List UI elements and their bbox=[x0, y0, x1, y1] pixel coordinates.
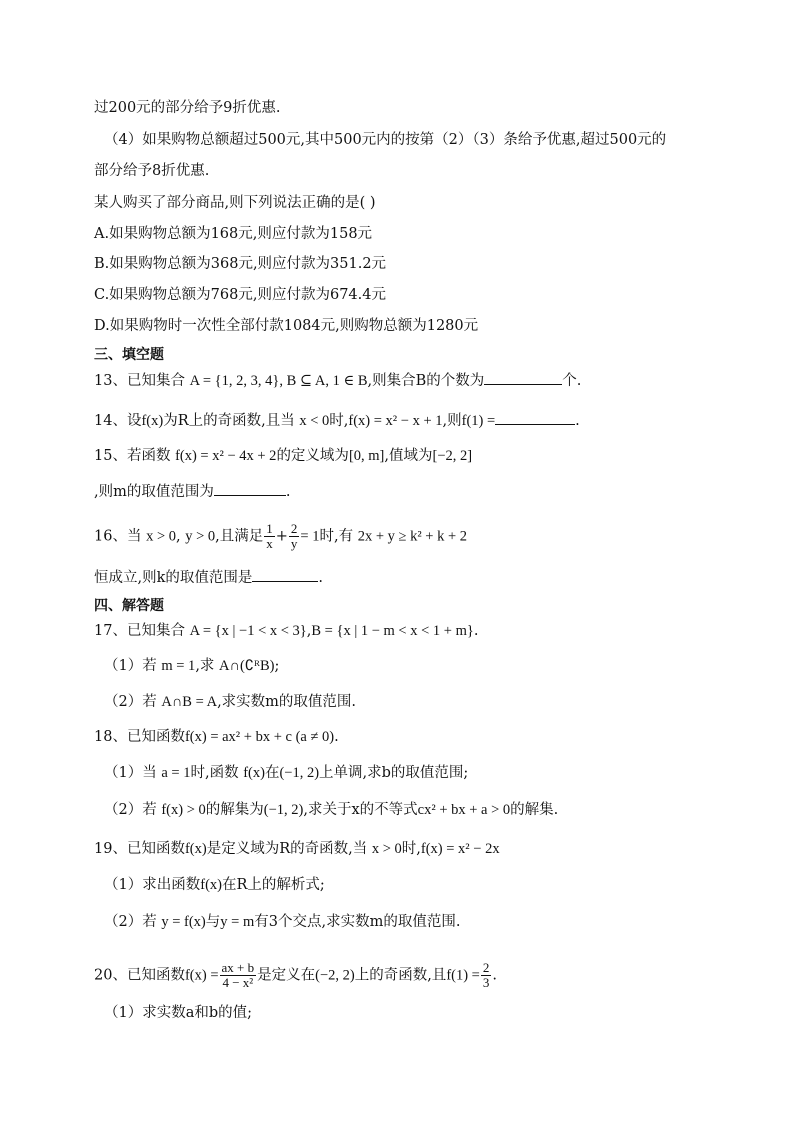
q15-range: [−2, 2] bbox=[432, 448, 473, 464]
question-15 bbox=[94, 446, 472, 466]
text-line-1: 过200元的部分给予9折优惠. bbox=[94, 100, 281, 116]
q20-ask: f(1) = bbox=[446, 967, 480, 984]
q13-number: 13、已知集合 bbox=[94, 373, 185, 389]
question-stem: 某人购买了部分商品,则下列说法正确的是( ) bbox=[94, 195, 376, 211]
q16-t2: 时,有 bbox=[319, 528, 354, 545]
q20-t1: 是定义在 bbox=[257, 967, 316, 984]
q15-expr: f(x) = x² − 4x + 2 bbox=[175, 448, 277, 464]
question-16-cont bbox=[94, 567, 323, 588]
q17-s1: （1）若 bbox=[104, 658, 157, 674]
q18-number: 18、已知函数 bbox=[94, 729, 185, 745]
q20-t2: 上的奇函数,且 bbox=[354, 967, 447, 984]
q17-s1-end: ; bbox=[274, 658, 280, 674]
q17-s1-text: ,求 bbox=[195, 658, 215, 674]
q18-s1-text2: 在 bbox=[264, 765, 280, 781]
q16-cont: 恒成立,则k的取值范围是 bbox=[94, 570, 253, 586]
q18-s2-text3: 的解集. bbox=[510, 802, 559, 818]
q20-domain: (−2, 2) bbox=[315, 967, 355, 984]
section-heading-fill: 三、填空题 bbox=[94, 347, 164, 363]
q20-val-num: 2 bbox=[482, 960, 490, 975]
q18-s2-expr: cx² + bx + a > 0 bbox=[417, 802, 511, 818]
q16-f1-num: 1 bbox=[266, 521, 273, 536]
q18-s1-interval: (−1, 2) bbox=[279, 765, 320, 781]
q14-number: 14、设 bbox=[94, 413, 142, 429]
q16-eq: = 1 bbox=[300, 528, 320, 545]
q17-s2: （2）若 bbox=[104, 694, 157, 710]
q18-period: . bbox=[334, 729, 339, 745]
q19-s2-text: 与 bbox=[205, 914, 221, 930]
q20-frac-den: 4 − x² bbox=[222, 975, 254, 990]
q20-number: 20、已知函数 bbox=[94, 967, 185, 984]
q14-expr: f(x) = x² − x + 1 bbox=[348, 413, 443, 429]
q18-s1-text: 时,函数 bbox=[190, 765, 239, 781]
q19-s2: （2）若 bbox=[104, 914, 157, 930]
q16-f2-num: 2 bbox=[290, 521, 298, 536]
q16-f2-den: y bbox=[290, 536, 298, 551]
question-15-cont bbox=[94, 481, 290, 502]
q16-number: 16、当 bbox=[94, 528, 142, 545]
q16-cond2: y > 0 bbox=[185, 528, 216, 545]
q20-val-den: 3 bbox=[482, 975, 490, 990]
q14-t3: ,则 bbox=[442, 413, 462, 429]
q16-blank[interactable] bbox=[252, 567, 318, 582]
q13-cond: , B ⊆ A, 1 ∈ B bbox=[279, 373, 368, 389]
question-16: 16、当 x > 0, y > 0,且满足 $\frac{1}{x}$ + $\frac{2}{y}$ = 1时,有 2x + y ≥ k² + k + 2 bbox=[94, 521, 468, 551]
q14-blank[interactable] bbox=[495, 410, 575, 425]
text-line-2: （4）如果购物总额超过500元,其中500元内的按第（2）（3）条给予优惠,超过500元的 bbox=[104, 132, 667, 148]
q14-cond: x < 0 bbox=[299, 413, 330, 429]
option-b: B.如果购物总额为368元,则应付款为351.2元 bbox=[94, 256, 387, 272]
q18-expr: f(x) = ax² + bx + c (a ≠ 0) bbox=[184, 729, 335, 745]
q16-cond1: x > 0 bbox=[146, 528, 176, 545]
q19-expr: f(x) = x² − 2x bbox=[420, 841, 500, 857]
q19-s2-text2: 有3个交点,求实数m的取值范围. bbox=[254, 914, 461, 930]
option-c: C.如果购物总额为768元,则应付款为674.4元 bbox=[94, 287, 386, 303]
question-18-part-2 bbox=[104, 800, 558, 820]
q19-s2-b: y = m bbox=[220, 914, 255, 930]
q13-blank[interactable] bbox=[484, 370, 562, 385]
q18-s1-f: f(x) bbox=[243, 765, 265, 781]
q18-s1-text3: 上单调,求b的取值范围; bbox=[319, 765, 469, 781]
q14-period: . bbox=[575, 413, 580, 429]
q13-end: 个. bbox=[562, 373, 582, 389]
q15-t2: ,值域为 bbox=[384, 448, 433, 464]
q18-s2-cond: f(x) > 0 bbox=[161, 802, 206, 818]
q19-number: 19、已知函数 bbox=[94, 841, 185, 857]
q17-set-a: A = {x | −1 < x < 3} bbox=[189, 623, 307, 639]
question-17-part-1 bbox=[104, 656, 279, 676]
q19-cond: x > 0 bbox=[371, 841, 402, 857]
q16-period: . bbox=[318, 570, 324, 586]
q16-t1: ,且满足 bbox=[215, 528, 264, 545]
q16-ineq: 2x + y ≥ k² + k + 2 bbox=[357, 528, 468, 545]
q20-fraction bbox=[220, 961, 257, 990]
question-19 bbox=[94, 839, 500, 859]
q16-fraction-1 bbox=[264, 522, 275, 551]
q16-fraction-2 bbox=[289, 522, 300, 551]
q19-s2-a: y = f(x) bbox=[161, 914, 206, 930]
q19-s1-text: 在R上的解析式; bbox=[221, 877, 325, 893]
question-17 bbox=[94, 621, 478, 641]
q20-period: . bbox=[492, 967, 497, 984]
q17-s1-cond: m = 1 bbox=[161, 658, 196, 674]
question-20 bbox=[94, 961, 497, 990]
question-13 bbox=[94, 370, 581, 391]
q19-t2: 时, bbox=[401, 841, 421, 857]
q15-number: 15、若函数 bbox=[94, 448, 171, 464]
q17-sep: , bbox=[306, 623, 312, 639]
q17-number: 17、已知集合 bbox=[94, 623, 185, 639]
q20-frac-num: ax + b bbox=[221, 960, 255, 975]
q17-period: . bbox=[473, 623, 479, 639]
q14-fx: f(x) bbox=[141, 413, 164, 429]
q18-s2-text: 的解集为 bbox=[205, 802, 264, 818]
q18-s2: （2）若 bbox=[104, 802, 157, 818]
q19-t1: 是定义域为R的奇函数,当 bbox=[206, 841, 368, 857]
q15-blank[interactable] bbox=[214, 481, 286, 496]
q17-s2-cond: A∩B = A bbox=[161, 694, 218, 710]
q14-t1: 为R上的奇函数,且当 bbox=[163, 413, 295, 429]
q19-fx: f(x) bbox=[184, 841, 207, 857]
text-line-3: 部分给予8折优惠. bbox=[94, 163, 210, 179]
q18-s2-interval: (−1, 2) bbox=[263, 802, 304, 818]
question-19-part-2 bbox=[104, 912, 460, 932]
q13-set: A = {1, 2, 3, 4} bbox=[189, 373, 280, 389]
q17-s2-text: ,求实数m的取值范围. bbox=[217, 694, 357, 710]
q13-tail: ,则集合B的个数为 bbox=[367, 373, 485, 389]
question-18 bbox=[94, 727, 339, 747]
section-heading-answer: 四、解答题 bbox=[94, 598, 164, 614]
option-d: D.如果购物时一次性全部付款1084元,则购物总额为1280元 bbox=[94, 318, 479, 334]
q19-s1: （1）求出函数 bbox=[104, 877, 201, 893]
question-19-part-1 bbox=[104, 875, 325, 895]
option-a: A.如果购物总额为168元,则应付款为158元 bbox=[94, 226, 373, 242]
q16-f1-den: x bbox=[266, 536, 273, 551]
q18-s1: （1）当 bbox=[104, 765, 157, 781]
q15-cont: ,则m的取值范围为 bbox=[94, 484, 214, 500]
question-20-part-1: （1）求实数a和b的值; bbox=[104, 1005, 253, 1021]
question-18-part-1 bbox=[104, 763, 468, 783]
question-17-part-2 bbox=[104, 692, 356, 712]
q19-s1-f: f(x) bbox=[200, 877, 222, 893]
q20-value-fraction bbox=[481, 961, 492, 990]
q18-s2-text2: ,求关于x的不等式 bbox=[303, 802, 418, 818]
q17-s1-expr: A∩(∁ᴿB) bbox=[219, 658, 275, 674]
q20-lhs: f(x) = bbox=[184, 967, 219, 984]
q15-domain: [0, m] bbox=[348, 448, 385, 464]
q14-t2: 时, bbox=[329, 413, 349, 429]
q15-t1: 的定义域为 bbox=[276, 448, 349, 464]
q15-period: . bbox=[285, 484, 291, 500]
q16-sep: , bbox=[176, 528, 181, 545]
question-14 bbox=[94, 410, 580, 431]
q18-s1-cond: a = 1 bbox=[161, 765, 191, 781]
q17-set-b: B = {x | 1 − m < x < 1 + m} bbox=[311, 623, 474, 639]
q14-ask: f(1) = bbox=[461, 413, 496, 429]
